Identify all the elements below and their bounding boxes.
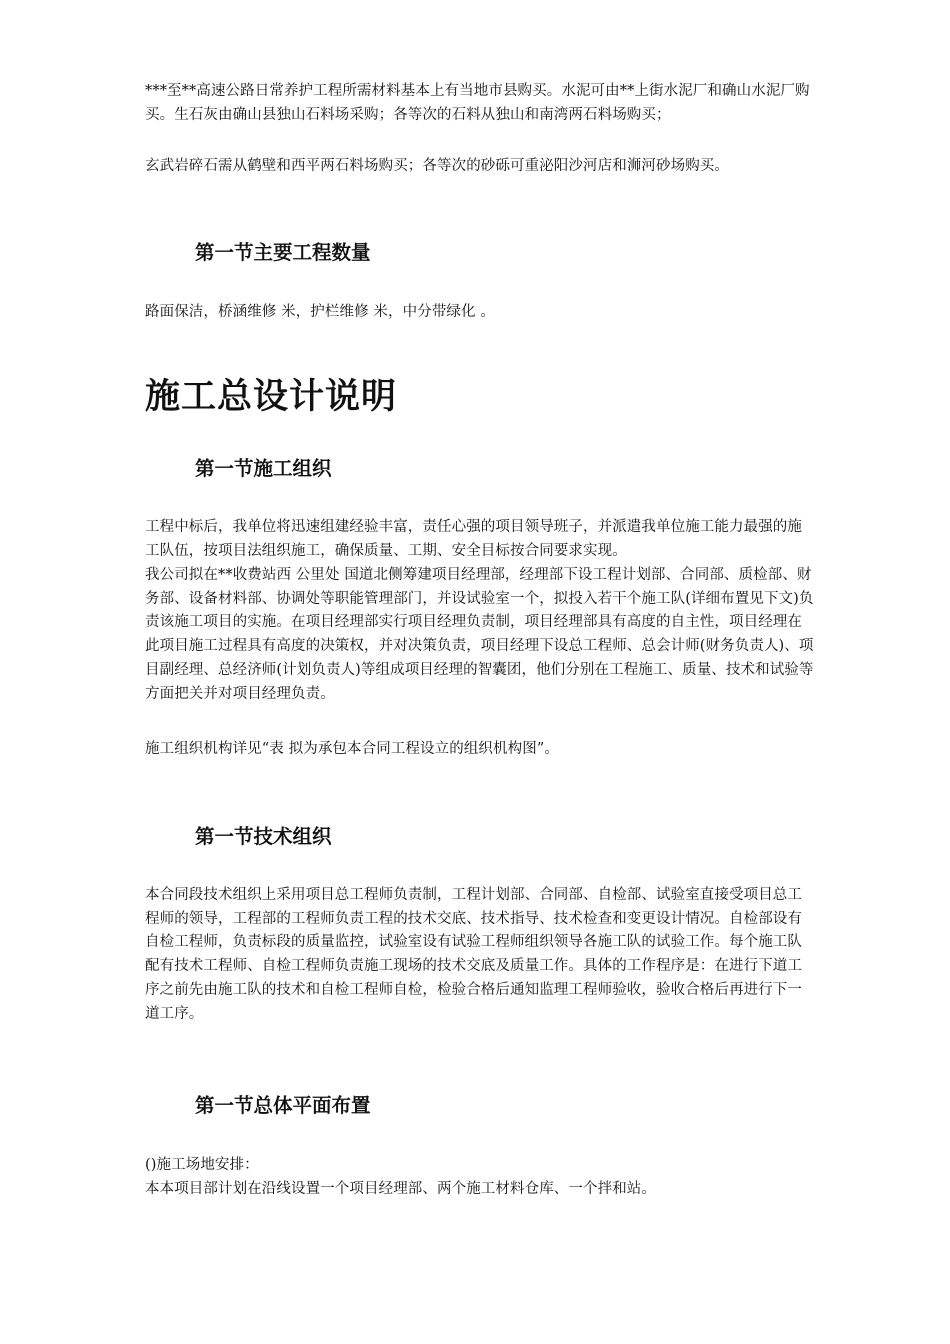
quantities-paragraph: 路面保洁，桥涵维修 米，护栏维修 米，中分带绿化 。 [145,304,495,320]
heading-main-quantities: 第一节主要工程数量 [195,241,371,264]
layout-paragraph-facilities: 本本项目部计划在沿线设置一个项目经理部、两个施工材料仓库、一个拌和站。 [145,1181,656,1197]
heading-construction-organization: 第一节施工组织 [195,457,332,480]
org-paragraph-intro: 工程中标后，我单位将迅速组建经验丰富，责任心强的项目领导班子，并派遣我单位施工能力最强的施工队伍，按项目法组织施工，确保质量、工期、安全目标按合同要求实现。 [145,519,802,559]
heading-general-layout: 第一节总体平面布置 [195,1094,371,1117]
org-paragraph-management: 我公司拟在**收费站西 公里处 国道北侧筹建项目经理部，经理部下设工程计划部、合同部、质检部、财务部、设备材料部、协调处等职能管理部门，并设试验室一个，拟投入若干个施工队(详细布置见下文)负责该施工项目的实施。在项目经理部实行项目经理负责制，项目经理部具有高度的自主性，项目经理在此项目施工过程具有高度的决策权，并对决策负责，项目经理下设总工程师、总会计师(财务负责人)、项目副经理、总经济师(计划负责人)等组成项目经理的智囊团，他们分别在工程施工、质量、技术和试验等方面把关并对项目经理负责。 [145,567,814,702]
page-title: 施工总设计说明 [145,377,398,417]
tech-paragraph: 本合同段技术组织上采用项目总工程师负责制，工程计划部、合同部、自检部、试验室直接受项目总工程师的领导，工程部的工程师负责工程的技术交底、技术指导、技术检查和变更设计情况。自检部设有自检工程师，负责标段的质量监控，试验室设有试验工程师组织领导各施工队的试验工作。每个施工队配有技术工程师、自检工程师负责施工现场的技术交底及质量工作。具体的工作程序是：在进行下道工序之前先由施工队的技术和自检工程师自检，检验合格后通知监理工程师验收，验收合格后再进行下一道工序。 [145,887,802,1022]
heading-technical-organization: 第一节技术组织 [195,825,332,848]
layout-paragraph-site: ()施工场地安排： [145,1157,259,1173]
intro-paragraph-materials: ***至**高速公路日常养护工程所需材料基本上有当地市县购买。水泥可由**上街水泥厂和确山水泥厂购买。生石灰由确山县独山石料场采购；各等次的石料从独山和南湾两石料场购买； [145,83,810,123]
org-paragraph-chart-reference: 施工组织机构详见“表 拟为承包本合同工程设立的组织机构图”。 [145,741,559,757]
intro-paragraph-gravel: 玄武岩碎石需从鹤壁和西平两石料场购买；各等次的砂砾可重泌阳沙河店和浉河砂场购买。 [145,158,729,174]
